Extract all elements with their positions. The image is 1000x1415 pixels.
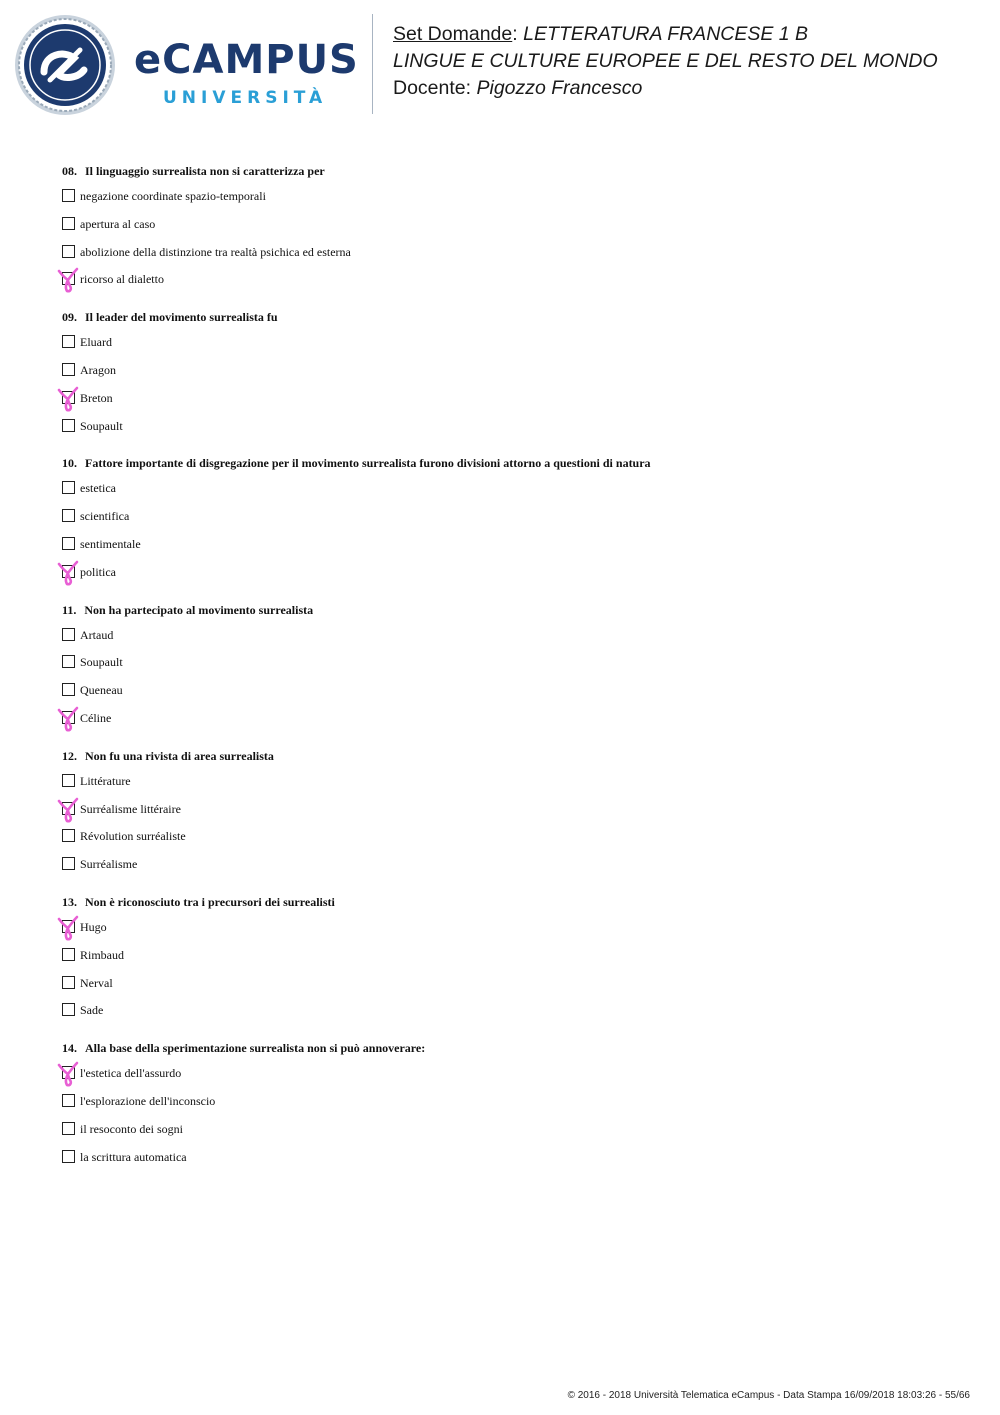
answer-label: Aragon [80, 362, 116, 377]
question-text: Il leader del movimento surrealista fu [85, 310, 278, 325]
answer-option[interactable] [62, 711, 962, 739]
answer-checkbox[interactable] [62, 363, 75, 376]
question-block [62, 1039, 962, 1177]
answer-label: il resoconto dei sogni [80, 1121, 183, 1136]
answer-option[interactable] [62, 976, 962, 1004]
answer-checkbox[interactable] [62, 1150, 75, 1163]
logo-subtitle: UNIVERSITÀ [163, 88, 328, 108]
question-text: Non fu una rivista di area surrealista [85, 748, 274, 763]
question-title [62, 893, 962, 911]
logo-wordmark: eCAMPUS [134, 37, 359, 83]
page-footer: © 2016 - 2018 Università Telematica eCampus - Data Stampa 16/09/2018 18:03:26 - 55/66 [567, 1390, 970, 1401]
answer-label: politica [80, 564, 116, 579]
answer-label: sentimentale [80, 536, 141, 551]
course-title-line: Set Domande: LETTERATURA FRANCESE 1 B [393, 23, 809, 45]
answer-option[interactable] [62, 481, 962, 509]
question-title [62, 308, 962, 326]
answer-label: Soupault [80, 655, 123, 670]
answer-option[interactable] [62, 948, 962, 976]
answer-label: apertura al caso [80, 216, 156, 231]
answer-label: ricorso al dialetto [80, 272, 164, 287]
answer-checkbox[interactable] [62, 217, 75, 230]
answer-label: Surréalisme littéraire [80, 801, 181, 816]
answer-option[interactable] [62, 1003, 962, 1031]
answer-label: Artaud [80, 627, 114, 642]
question-number: 09. [62, 310, 77, 325]
answer-label: Céline [80, 710, 112, 725]
answer-checkbox[interactable] [62, 335, 75, 348]
question-list [62, 162, 962, 1185]
answer-option[interactable] [62, 920, 962, 948]
question-number: 14. [62, 1041, 77, 1056]
header-divider [372, 14, 373, 114]
answer-option[interactable] [62, 829, 962, 857]
answer-option[interactable] [62, 391, 962, 419]
answer-label: Rimbaud [80, 947, 124, 962]
answer-option[interactable] [62, 272, 962, 300]
answer-checkbox[interactable] [62, 419, 75, 432]
answer-option[interactable] [62, 1094, 962, 1122]
question-text: Non è riconosciuto tra i precursori dei surrealisti [85, 894, 335, 909]
answer-option[interactable] [62, 419, 962, 447]
question-number: 11. [62, 602, 77, 617]
answer-option[interactable] [62, 857, 962, 885]
handwritten-check-icon [55, 266, 83, 294]
question-title [62, 747, 962, 765]
answer-label: Sade [80, 1003, 104, 1018]
answer-label: Breton [80, 390, 113, 405]
answer-checkbox[interactable] [62, 829, 75, 842]
answer-checkbox[interactable] [62, 683, 75, 696]
answer-checkbox[interactable] [62, 537, 75, 550]
answer-option[interactable] [62, 537, 962, 565]
question-block [62, 747, 962, 885]
answer-option[interactable] [62, 802, 962, 830]
question-text: Il linguaggio surrealista non si caratterizza per [85, 164, 325, 178]
handwritten-check-icon [55, 385, 83, 413]
question-number: 08. [62, 164, 77, 178]
handwritten-check-icon [55, 1060, 83, 1088]
question-block [62, 308, 962, 446]
handwritten-check-icon [55, 914, 83, 942]
ecampus-seal-icon [14, 14, 116, 116]
course-title: LETTERATURA FRANCESE 1 B [523, 23, 809, 45]
answer-label: Révolution surréaliste [80, 829, 186, 844]
question-title [62, 162, 962, 180]
answer-checkbox[interactable] [62, 189, 75, 202]
teacher-label: Docente [393, 77, 466, 99]
program-name: LINGUE E CULTURE EUROPEE E DEL RESTO DEL MONDO [393, 50, 938, 72]
answer-label: Nerval [80, 975, 113, 990]
question-number: 12. [62, 748, 77, 763]
answer-label: scientifica [80, 509, 130, 524]
handwritten-check-icon [55, 705, 83, 733]
answer-option[interactable] [62, 189, 962, 217]
handwritten-check-icon [55, 796, 83, 824]
question-number: 10. [62, 456, 77, 471]
answer-checkbox[interactable] [62, 774, 75, 787]
answer-checkbox[interactable] [62, 628, 75, 641]
answer-label: abolizione della distinzione tra realtà psichica ed esterna [80, 244, 351, 259]
answer-label: estetica [80, 481, 116, 496]
answer-label: l'esplorazione dell'inconscio [80, 1093, 216, 1108]
answer-checkbox[interactable] [62, 481, 75, 494]
answer-option[interactable] [62, 245, 962, 273]
answer-option[interactable] [62, 565, 962, 593]
answer-option[interactable] [62, 628, 962, 656]
question-block [62, 454, 962, 592]
answer-label: Eluard [80, 335, 112, 350]
course-info [393, 21, 938, 102]
question-text: Non ha partecipato al movimento surrealista [84, 602, 314, 617]
answer-label: la scrittura automatica [80, 1149, 187, 1164]
answer-checkbox[interactable] [62, 655, 75, 668]
answer-label: Soupault [80, 418, 123, 433]
set-label: Set Domande [393, 23, 513, 45]
teacher-name: Pigozzo Francesco [476, 77, 643, 99]
answer-checkbox[interactable] [62, 1122, 75, 1135]
answer-label: Surréalisme [80, 857, 138, 872]
answer-option[interactable] [62, 335, 962, 363]
answer-option[interactable] [62, 1150, 962, 1178]
answer-checkbox[interactable] [62, 976, 75, 989]
answer-label: l'estetica dell'assurdo [80, 1066, 182, 1081]
question-title [62, 454, 962, 472]
question-block [62, 893, 962, 1031]
answer-option[interactable] [62, 774, 962, 802]
answer-option[interactable] [62, 1066, 962, 1094]
question-text: Fattore importante di disgregazione per il movimento surrealista furono divisioni attorno a questioni di natura [85, 456, 651, 471]
answer-label: Littérature [80, 773, 131, 788]
question-title [62, 1039, 962, 1057]
question-block [62, 601, 962, 739]
answer-option[interactable] [62, 683, 962, 711]
handwritten-check-icon [55, 559, 83, 587]
answer-checkbox[interactable] [62, 245, 75, 258]
answer-checkbox[interactable] [62, 509, 75, 522]
answer-checkbox[interactable] [62, 857, 75, 870]
answer-option[interactable] [62, 509, 962, 537]
answer-label: Hugo [80, 919, 107, 934]
answer-label: Queneau [80, 683, 123, 698]
answer-checkbox[interactable] [62, 948, 75, 961]
answer-option[interactable] [62, 1122, 962, 1150]
answer-checkbox[interactable] [62, 1094, 75, 1107]
question-title [62, 601, 962, 619]
answer-checkbox[interactable] [62, 1003, 75, 1016]
page-header [0, 0, 1000, 130]
answer-label: negazione coordinate spazio-temporali [80, 189, 266, 203]
answer-option[interactable] [62, 217, 962, 245]
teacher-line: Docente: Pigozzo Francesco [393, 77, 643, 99]
answer-option[interactable] [62, 363, 962, 391]
question-number: 13. [62, 894, 77, 909]
question-text: Alla base della sperimentazione surrealista non si può annoverare: [85, 1041, 426, 1056]
answer-option[interactable] [62, 655, 962, 683]
question-block [62, 162, 962, 300]
